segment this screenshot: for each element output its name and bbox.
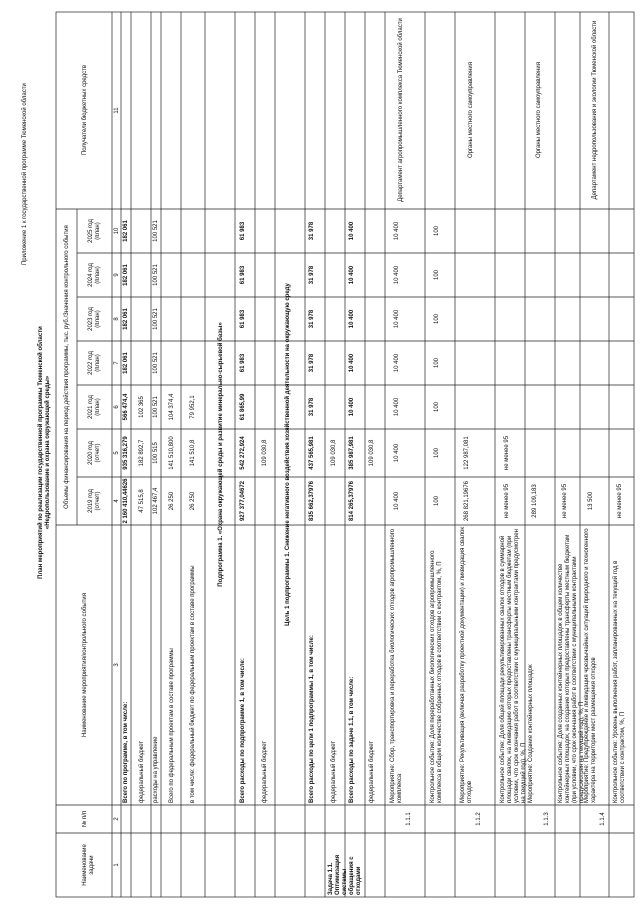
value-cell: 10 400 [349, 397, 355, 417]
recipient-cell: Органы местного самоуправления [536, 61, 542, 159]
header-task: Наименование задачи [82, 844, 95, 886]
value-cell: не менее 95 [562, 483, 568, 519]
value-cell: 26 250 [190, 491, 196, 511]
value-cell: 61 983 [240, 353, 246, 373]
value-cell: не менее 95 [617, 483, 623, 519]
colnum: 8 [114, 317, 120, 321]
value-cell: 835 662,37976 [309, 480, 315, 522]
appendix-note: Приложение 1 к государственной программе Тюменской области [22, 83, 28, 265]
value-cell: 10 400 [394, 309, 400, 329]
control-event-label: Контрольное событие: Доля созданных контейнерных площадок в общем количестве контейнерных площадок, на создание которых предоставлены трансферты местным бюджетам (при условии, что срок окончания работ в соответствии с муниципальными контрактами предусмотрен на текущий год), %, П [558, 534, 585, 803]
value-cell: 31 978 [309, 265, 315, 285]
row-label: Всего расходы по подпрограмме 1, в том числе: [240, 658, 246, 803]
document-subtitle: «Недропользование и охрана окружающей среды» [45, 375, 51, 530]
value-cell: 182 061 [123, 308, 129, 330]
colnum: 1 [114, 863, 120, 867]
value-cell: 109 030,8 [262, 439, 268, 467]
value-cell: 182 892,7 [139, 439, 145, 467]
value-cell: 31 978 [309, 309, 315, 329]
colnum: 4 [114, 499, 120, 503]
header-2021: 2021 год (план) [88, 395, 101, 419]
row-label: Всего расходы по задаче 1.1, в том числе: [349, 676, 355, 803]
colnum: 6 [114, 405, 120, 409]
value-cell: 10 400 [349, 265, 355, 285]
control-event-label: Контрольное событие: Доля общей площади рекультивированных свалок отходов в суммарной площади свалок, на ликвидацию которых предоставлены трансферты местным бюджетам (при условии, что срок окончания работ в соответствии с муниципальными контрактами предусмотрен на текущий год), %, П [500, 529, 527, 803]
header-2025: 2025 год (план) [88, 219, 101, 243]
value-cell: 102 467,4 [153, 487, 159, 515]
task-label: Задача 1.1. Оптимизация системы обращения с отходами [328, 854, 362, 895]
row-label: Всего по программе, в том числе: [123, 701, 129, 803]
goal-title: Цель 1 подпрограммы 1. Снижение негативного воздействия хозяйственной деятельности на окружающую среду [285, 283, 291, 626]
value-cell: 100 [434, 226, 440, 237]
header-recipient: Получатели бюджетных средств [82, 64, 88, 156]
value-cell: 2 160 410,44626 [123, 478, 129, 524]
row-label: федеральный бюджет [331, 740, 337, 803]
value-cell: 268 821,19676 [464, 480, 470, 522]
row-label: Всего по федеральным проектам в составе программы [169, 648, 175, 803]
document-title: План мероприятий по реализации государственной программы Тюменской области [38, 326, 44, 579]
value-cell: 104 374,4 [169, 393, 175, 421]
value-cell: 814 265,37976 [349, 480, 355, 522]
value-cell: 100 [434, 314, 440, 325]
value-cell: 100 521 [153, 264, 159, 286]
value-cell: 122 987,081 [464, 436, 470, 470]
colnum: 11 [114, 107, 120, 114]
value-cell: 13 500 [588, 491, 594, 511]
value-cell: 100 [434, 496, 440, 507]
header-2023: 2023 год (план) [88, 307, 101, 331]
value-cell: 182 061 [123, 264, 129, 286]
value-cell: 31 978 [309, 353, 315, 373]
row-label: Всего расходы по цели 1 подпрограммы 1, в том числе: [309, 635, 315, 803]
recipient-cell: Департамент агропромышленного комплекса Тюменской области [398, 18, 404, 202]
header-funding: Объемы финансирования на период действия программы, тыс. руб./Значения контрольного события [64, 225, 70, 509]
value-cell: не менее 95 [504, 435, 510, 471]
row-label: в том числе: федеральный бюджет по федеральным проектам в составе программы [190, 565, 196, 803]
item-number: 1.1.1 [406, 812, 412, 826]
value-cell: 102 365 [139, 396, 145, 418]
value-cell: 31 978 [309, 221, 315, 241]
value-cell: 182 061 [123, 352, 129, 374]
header-name: Наименование мероприятия/контрольного события [82, 592, 88, 738]
header-num: № п/п [82, 810, 88, 828]
value-cell: 10 400 [394, 353, 400, 373]
colnum: 9 [114, 273, 120, 277]
colnum: 10 [114, 227, 120, 235]
item-number: 1.1.2 [476, 812, 482, 826]
value-cell: 385 987,981 [349, 436, 355, 470]
value-cell: 437 565,981 [309, 436, 315, 470]
measure-label: Мероприятие: Сбор, транспортировка и переработка биологических отходов агропромышленного комплекса [390, 528, 403, 803]
value-cell: 10 400 [394, 397, 400, 417]
value-cell: 100 [434, 358, 440, 369]
subprogram-title: Подпрограмма 1. «Охрана окружающей среды и развитие минерально-сырьевой базы» [218, 322, 224, 587]
value-cell: 61 983 [240, 309, 246, 329]
value-cell: 61 983 [240, 221, 246, 241]
control-event-label: Контрольное событие: Доля переработанных биологических отходов агропромышленного комплекса в общем количестве собранных отходов в соответствии с контрактом, %, П [430, 550, 443, 803]
value-cell: 100 521 [153, 352, 159, 374]
row-label: расходы на управление [153, 736, 159, 803]
colnum: 2 [114, 817, 120, 821]
value-cell: 61 865,99 [240, 393, 246, 421]
measure-label: Мероприятие: Создание контейнерных площадок [528, 664, 534, 803]
value-cell: 100 521 [153, 220, 159, 242]
colnum: 5 [114, 451, 120, 455]
header-2024: 2024 год (план) [88, 263, 101, 287]
colnum: 7 [114, 361, 120, 365]
value-cell: 100 515 [153, 442, 159, 464]
value-cell: 47 515,8 [139, 489, 145, 513]
value-cell: 79 952,1 [190, 395, 196, 419]
value-cell: 109 030,8 [369, 439, 375, 467]
value-cell: не менее 95 [504, 483, 510, 519]
recipient-cell: Органы местного самоуправления [468, 61, 474, 159]
row-label: федеральный бюджет [262, 740, 268, 803]
value-cell: 10 400 [394, 443, 400, 463]
value-cell: 10 400 [394, 221, 400, 241]
value-cell: 10 400 [394, 491, 400, 511]
measure-label: Мероприятие: Предупреждение и ликвидация чрезвычайных ситуаций природного и техногенного характера на территории мест размещения отходов [584, 528, 597, 803]
value-cell: 542 272,924 [240, 436, 246, 470]
colnum: 3 [114, 663, 120, 667]
value-cell: 141 510,8 [190, 439, 196, 467]
value-cell: 141 510,800 [169, 436, 175, 470]
value-cell: 109 030,8 [331, 439, 337, 467]
item-number: 1.1.3 [544, 812, 550, 826]
value-cell: 566 474,4 [123, 393, 129, 421]
header-2020: 2020 год (отчет) [88, 441, 101, 465]
value-cell: 10 400 [394, 265, 400, 285]
recipient-cell: Департамент недропользования и экологии Тюменской области [592, 20, 598, 200]
value-cell: 61 983 [240, 265, 246, 285]
control-event-label: Контрольное событие: Уровень выполнения работ, запланированных на текущий год в соответствии с контрактом, %, П [613, 560, 626, 803]
item-number: 1.1.4 [600, 812, 606, 826]
value-cell: 927 377,04672 [240, 480, 246, 522]
value-cell: 10 400 [349, 353, 355, 373]
header-2019: 2019 год (отчет) [88, 489, 101, 513]
value-cell: 100 521 [153, 396, 159, 418]
value-cell: 100 [434, 402, 440, 413]
value-cell: 182 061 [123, 220, 129, 242]
value-cell: 100 [434, 448, 440, 459]
row-label: федеральный бюджет [369, 740, 375, 803]
value-cell: 289 109,183 [532, 484, 538, 518]
value-cell: 100 [434, 270, 440, 281]
value-cell: 935 316,279 [123, 436, 129, 470]
value-cell: 10 400 [349, 309, 355, 329]
value-cell: 31 978 [309, 397, 315, 417]
measure-label: Мероприятие: Рекультивация (включая разработку проектной документации) и ликвидация свалок отходов [460, 527, 473, 803]
row-label: федеральный бюджет [139, 740, 145, 803]
header-2022: 2022 год (план) [88, 351, 101, 375]
value-cell: 26 250 [169, 491, 175, 511]
value-cell: 100 521 [153, 308, 159, 330]
value-cell: 10 400 [349, 221, 355, 241]
